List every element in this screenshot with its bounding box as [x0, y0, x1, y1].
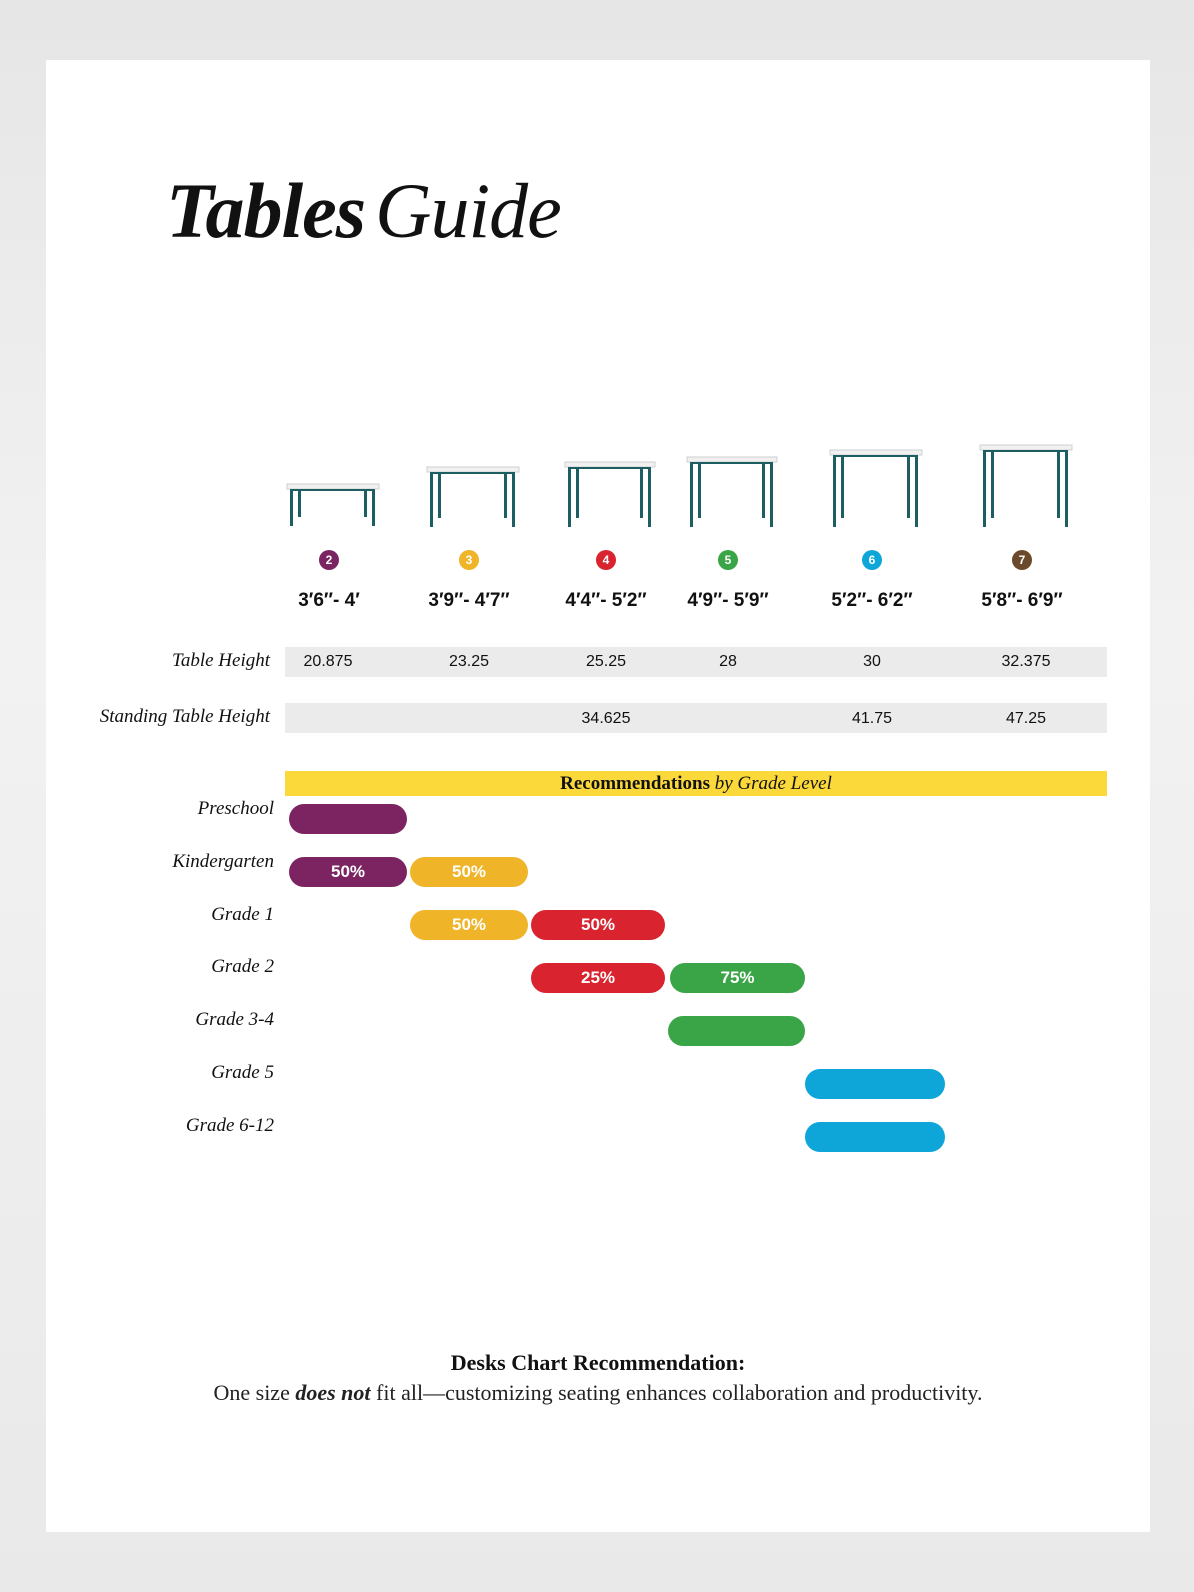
recommendation-bar	[289, 804, 407, 834]
table-height-value: 20.875	[303, 653, 353, 670]
table-icon	[426, 465, 522, 529]
footer-title: Desks Chart Recommendation:	[450, 1350, 746, 1375]
table-icon	[686, 455, 780, 529]
table-height-value: 30	[863, 653, 881, 670]
size-badge-3: 3	[459, 550, 479, 570]
recommendation-bar	[805, 1122, 945, 1152]
size-range-2: 3′6″- 4′	[298, 590, 360, 611]
page-sheet	[46, 60, 1150, 1532]
grade-label: Grade 5	[211, 1062, 274, 1083]
standing-height-label: Standing Table Height	[99, 706, 270, 727]
table-height-value: 25.25	[585, 653, 627, 670]
size-range-5: 4′9″- 5′9″	[687, 590, 769, 611]
recommendations-header-italic: by Grade Level	[714, 773, 832, 794]
recommendation-bar	[668, 1016, 805, 1046]
size-badge-5: 5	[718, 550, 738, 570]
recommendation-bar: 25%	[531, 963, 665, 993]
grade-label: Grade 2	[211, 956, 274, 977]
recommendation-bar: 75%	[670, 963, 805, 993]
table-icon	[979, 443, 1075, 529]
table-height-label: Table Height	[172, 650, 270, 671]
recommendations-header	[285, 771, 1107, 796]
footer-text-emphasis: does not	[295, 1380, 371, 1405]
footer-text-after: fit all—customizing seating enhances collaboration and productivity.	[370, 1380, 983, 1405]
size-range-7: 5′8″- 6′9″	[981, 590, 1063, 611]
standing-height-value: 41.75	[851, 710, 893, 727]
size-range-4: 4′4″- 5′2″	[565, 590, 647, 611]
size-badge-7: 7	[1012, 550, 1032, 570]
size-range-3: 3′9″- 4′7″	[428, 590, 510, 611]
grade-label: Grade 6-12	[185, 1115, 274, 1136]
recommendations-header-bold: Recommendations	[560, 773, 710, 794]
size-badge-2: 2	[319, 550, 339, 570]
standing-height-value: 34.625	[581, 710, 631, 727]
table-icon	[286, 482, 382, 528]
size-badge-4: 4	[596, 550, 616, 570]
table-height-value: 32.375	[1001, 653, 1051, 670]
table-height-value: 28	[719, 653, 737, 670]
recommendation-bar: 50%	[410, 910, 528, 940]
grade-label: Preschool	[197, 798, 274, 819]
recommendation-bar: 50%	[531, 910, 665, 940]
size-range-6: 5′2″- 6′2″	[831, 590, 913, 611]
page-title	[166, 167, 561, 254]
table-icon	[829, 448, 925, 529]
recommendation-bar: 50%	[410, 857, 528, 887]
standing-height-value: 47.25	[1005, 710, 1047, 727]
grade-label: Grade 3-4	[195, 1009, 274, 1030]
title-bold: Tables	[166, 167, 366, 254]
grade-label: Kindergarten	[172, 851, 274, 872]
recommendation-bar: 50%	[289, 857, 407, 887]
recommendation-bar	[805, 1069, 945, 1099]
title-regular: Guide	[375, 167, 561, 254]
footer-text	[46, 1380, 1150, 1406]
footer-text-before: One size	[213, 1380, 296, 1405]
table-icon	[564, 460, 658, 529]
table-height-value: 23.25	[448, 653, 490, 670]
size-badge-6: 6	[862, 550, 882, 570]
grade-label: Grade 1	[211, 904, 274, 925]
